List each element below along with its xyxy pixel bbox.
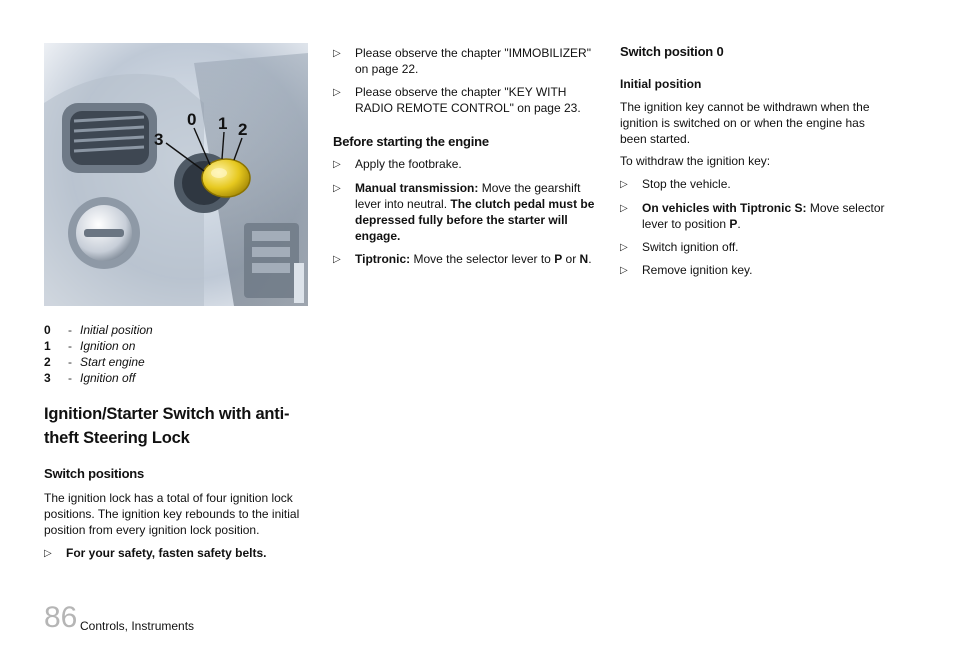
initial-position-paragraph: The ignition key cannot be withdrawn when the ignition is switched on or when the engine has been started. xyxy=(620,100,870,146)
tiptronic-instruction xyxy=(355,251,597,268)
svg-text:3: 3 xyxy=(154,130,164,149)
triangle-bullet-icon: ▷ xyxy=(333,48,341,59)
list-item xyxy=(333,180,597,244)
manual-transmission-instruction xyxy=(355,180,597,244)
footbrake-instruction: Apply the footbrake. xyxy=(355,157,462,171)
legend-item xyxy=(44,322,304,338)
legend-dash: - xyxy=(68,371,72,385)
safety-bullet xyxy=(44,545,306,562)
legend-number: 1 xyxy=(44,339,51,353)
svg-text:0: 0 xyxy=(187,110,197,129)
withdraw-key-intro: To withdraw the ignition key: xyxy=(620,154,771,168)
period: . xyxy=(588,252,592,266)
tiptronic-text: Move the selector lever to xyxy=(410,252,555,266)
page-number: 86 xyxy=(44,601,78,634)
legend-text: Start engine xyxy=(80,355,145,369)
svg-text:2: 2 xyxy=(238,120,248,139)
legend-dash: - xyxy=(68,339,72,353)
position-p: P xyxy=(729,217,738,231)
legend-number: 2 xyxy=(44,355,51,369)
tiptronic-s-label: On vehicles with Tiptronic S: xyxy=(642,201,807,215)
safety-bullet-text: For your safety, fasten safety belts. xyxy=(66,546,267,560)
list-item xyxy=(333,156,597,173)
immobilizer-reference: Please observe the chapter "IMMOBILIZER" on page 22. xyxy=(355,46,591,76)
clutch-warning: The clutch pedal must be depressed fully before the starter will engage. xyxy=(355,197,595,243)
or-text: or xyxy=(562,252,580,266)
tiptronic-s-instruction xyxy=(642,200,892,232)
stop-vehicle-instruction: Stop the vehicle. xyxy=(642,177,731,191)
ignition-switch-illustration xyxy=(44,43,308,306)
triangle-bullet-icon: ▷ xyxy=(620,265,628,276)
legend-number: 0 xyxy=(44,323,51,337)
page-title: Ignition/Starter Switch with anti-theft Steering Lock xyxy=(44,405,290,447)
svg-text:1: 1 xyxy=(218,114,228,133)
position-p: P xyxy=(554,252,563,266)
list-item xyxy=(333,251,597,268)
manual-transmission-text: Move the gearshift lever into neutral. xyxy=(355,181,581,211)
list-item xyxy=(333,45,597,77)
before-starting-heading: Before starting the engine xyxy=(333,134,489,149)
figure-legend xyxy=(44,322,304,386)
legend-text: Ignition on xyxy=(80,339,136,353)
legend-item xyxy=(44,338,304,354)
triangle-bullet-icon: ▷ xyxy=(333,87,341,98)
right-column xyxy=(620,43,892,279)
legend-dash: - xyxy=(68,355,72,369)
switch-position-0-heading: Switch position 0 xyxy=(620,44,724,59)
tiptronic-label: Tiptronic: xyxy=(355,252,411,266)
list-item xyxy=(620,239,892,256)
switch-positions-paragraph: The ignition lock has a total of four ignition lock positions. The ignition key rebounds to the initial position from every ignition lock position. xyxy=(44,491,300,537)
remove-key-instruction: Remove ignition key. xyxy=(642,263,753,277)
triangle-bullet-icon: ▷ xyxy=(620,242,628,253)
list-item xyxy=(620,200,892,232)
triangle-bullet-icon: ▷ xyxy=(333,183,341,194)
position-n: N xyxy=(579,252,589,266)
triangle-bullet-icon: ▷ xyxy=(620,203,628,214)
ignition-off-instruction: Switch ignition off. xyxy=(642,240,739,254)
initial-position-heading: Initial position xyxy=(620,77,702,91)
tiptronic-s-text: Move selector lever to position xyxy=(642,201,885,231)
list-item xyxy=(333,84,597,116)
triangle-bullet-icon: ▷ xyxy=(333,254,341,265)
list-item xyxy=(620,176,892,193)
triangle-bullet-icon: ▷ xyxy=(620,179,628,190)
manual-transmission-label: Manual transmission: xyxy=(355,181,479,195)
legend-dash: - xyxy=(68,323,72,337)
legend-number: 3 xyxy=(44,371,51,385)
triangle-bullet-icon: ▷ xyxy=(333,159,341,170)
left-column xyxy=(44,465,306,562)
list-item xyxy=(620,262,892,279)
switch-positions-heading: Switch positions xyxy=(44,466,145,481)
legend-item xyxy=(44,370,304,386)
legend-text: Ignition off xyxy=(80,371,136,385)
period: . xyxy=(737,217,741,231)
key-remote-reference: Please observe the chapter "KEY WITH RADIO REMOTE CONTROL" on page 23. xyxy=(355,85,581,115)
section-label: Controls, Instruments xyxy=(80,619,195,633)
triangle-bullet-icon: ▷ xyxy=(44,548,52,559)
legend-text: Initial position xyxy=(80,323,153,337)
middle-column xyxy=(333,45,597,268)
legend-item xyxy=(44,354,304,370)
